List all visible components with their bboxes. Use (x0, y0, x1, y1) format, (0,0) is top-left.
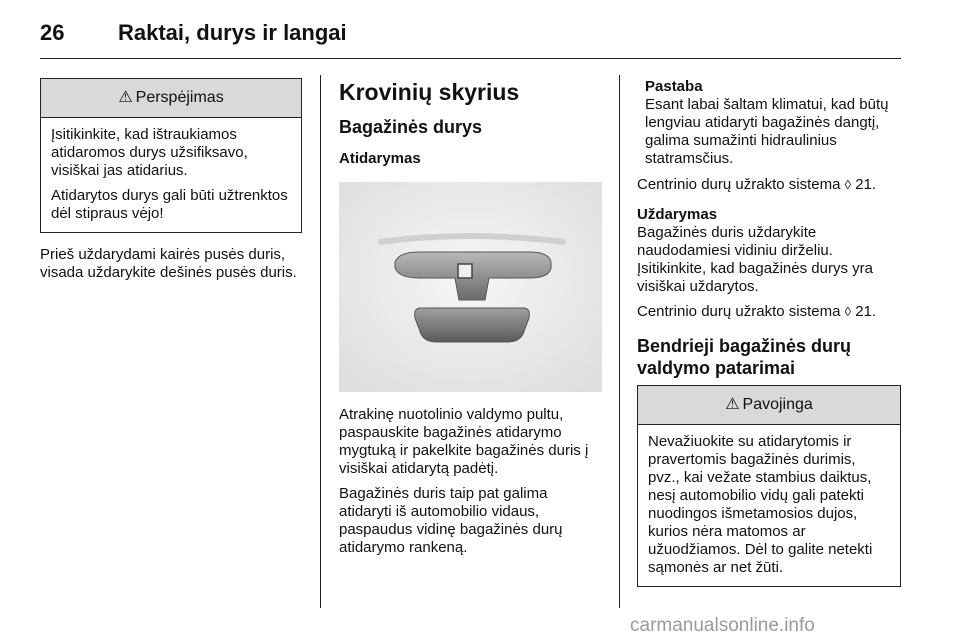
column-divider-2 (619, 75, 620, 608)
watermark: carmanualsonline.info (630, 615, 815, 636)
note-block (637, 78, 901, 168)
closing-title: Uždarymas (637, 206, 718, 223)
column-3 (637, 78, 901, 587)
note-text: Esant labai šaltam klimatui, kad būtų lengviau atidaryti bagažinės dangtį, galima sumažinti hidraulinius statramsčius. (645, 96, 889, 167)
body-paragraph: Atrakinę nuotolinio valdymo pultu, paspauskite bagažinės atidarymo mygtuką ir pakelkite bagažinės duris į visiškai atidarytą padėtį. (339, 406, 589, 477)
warning-box-body (41, 118, 301, 232)
body-paragraph: Prieš uždarydami kairės pusės duris, visada uždarykite dešinės pusės duris. (40, 246, 297, 281)
tailgate-handle-illustration (339, 182, 602, 392)
note-title: Pastaba (645, 78, 703, 95)
subsection-heading: Bagažinės durys (339, 117, 483, 137)
tips-heading: Bendrieji bagažinės durų valdymo patarimai (637, 336, 852, 378)
danger-box-header (638, 386, 900, 425)
closing-paragraph: Bagažinės duris uždarykite naudodamiesi vidiniu dirželiu. Įsitikinkite, kad bagažinės durys yra visiškai uždarytos. (637, 224, 873, 295)
column-1 (40, 78, 302, 289)
warning-paragraph: Įsitikinkite, kad ištraukiamos atidaromos durys užsifiksavo, visiškai jas atidarius. (51, 126, 248, 179)
warning-paragraph: Atidarytos durys gali būti užtrenktos dėl stipraus vėjo! (51, 187, 288, 222)
chapter-title: Raktai, durys ir langai (118, 20, 347, 45)
page-reference-icon: ◊ (844, 177, 852, 192)
section-heading: Krovinių skyrius (339, 79, 520, 105)
column-2 (339, 78, 602, 564)
page-reference-icon: ◊ (844, 304, 852, 319)
body-paragraph: Bagažinės duris taip pat galima atidaryti iš automobilio vidaus, paspaudus vidinę bagažinės durų atidarymo rankeną. (339, 485, 563, 556)
danger-box-body (638, 425, 900, 586)
danger-text: Nevažiuokite su atidarytomis ir pravertomis bagažinės durimis, pvz., kai vežate stambius daiktus, nesį automobilio vidų gali patekti nuodingos išmetamosios dujos, kurios nėra matomos ar užuodžiamos. Dėl to galite netekti sąmonės ar net žūti. (648, 433, 873, 576)
warning-title: Perspėjimas (135, 89, 224, 106)
column-divider-1 (320, 75, 321, 608)
topic-heading: Atidarymas (339, 150, 421, 167)
cross-reference: Centrinio durų užrakto sistema ◊ 21. (637, 176, 877, 193)
page-header (0, 0, 960, 60)
header-rule (40, 58, 901, 59)
danger-box (637, 385, 901, 587)
danger-title: Pavojinga (742, 396, 813, 413)
warning-box (40, 78, 302, 233)
page-number: 26 (40, 20, 65, 45)
warning-triangle-icon: ⚠ (118, 89, 133, 106)
cross-reference: Centrinio durų užrakto sistema ◊ 21. (637, 303, 877, 320)
warning-triangle-icon: ⚠ (725, 396, 740, 413)
warning-box-header (41, 79, 301, 118)
